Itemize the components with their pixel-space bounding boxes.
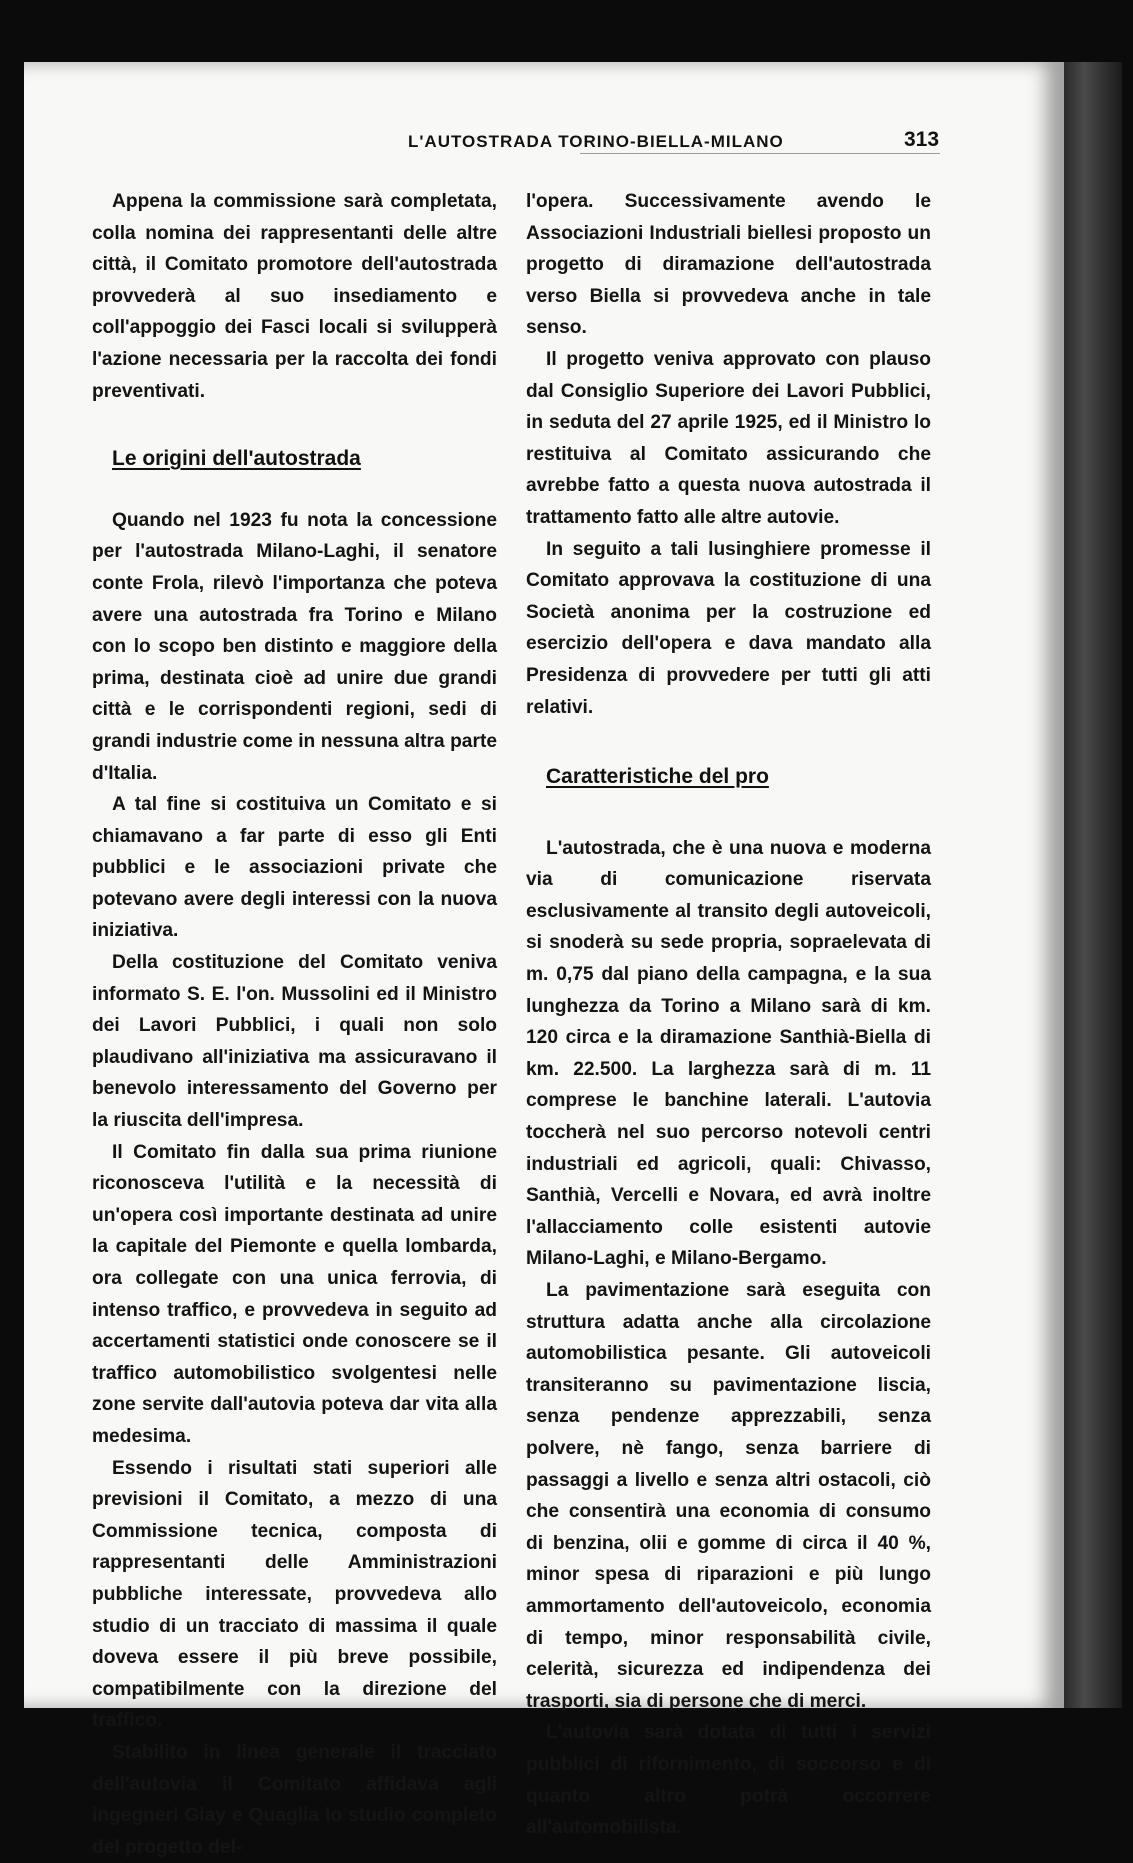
left-paragraph-5: Il Comitato fin dalla sua prima riunione riconosceva l'utilità e la necessità di un'opera così importante destinata ad unire la capitale del Piemonte e quella lombarda, ora collegate con una unica ferrovia, di intenso traffico, e provvedeva in seguito ad accertamenti statistici onde conoscere se il traffico automobilistico svolgentesi nelle zone servite dall'autovia poteva dar vita alla medesima. <box>92 1141 497 1447</box>
running-title: L'AUTOSTRADA TORINO-BIELLA-MILANO <box>408 132 784 151</box>
right-paragraph-6: L'autovia sarà dotata di tutti i servizi pubblici di rifornimento, di soccorso e di quanto altro potrà occorrere all'automobilista. <box>526 1722 931 1839</box>
section-heading-caratteristiche: Caratteristiche del pro <box>546 765 769 789</box>
page-number: 313 <box>904 128 940 151</box>
right-paragraph-3: In seguito a tali lusinghiere promesse il Comitato approvava la costituzione di una Società anonima per la costruzione ed esercizio dell'opera e dava mandato alla Presidenza di provvedere per tutti gli atti relativi. <box>526 538 931 718</box>
header-rule <box>580 153 940 154</box>
left-paragraph-7: Stabilito in linea generale il tracciato dell'autovia il Comitato affidava agli ingegneri Giay e Quaglia lo studio completo del progetto del- <box>92 1741 497 1858</box>
right-paragraph-2: Il progetto veniva approvato con plauso dal Consiglio Superiore dei Lavori Pubblici, in seduta del 27 aprile 1925, ed il Ministro lo restituiva al Comitato assicurando che avrebbe fatto a questa nuova autostrada il trattamento fatto alle altre autovie. <box>526 348 931 528</box>
section-heading-origini: Le origini dell'autostrada <box>112 447 361 471</box>
left-paragraph-3: A tal fine si costituiva un Comitato e si chiamavano a far parte di esso gli Enti pubblici e le associazioni private che potevano avere degli interessi con la nuova iniziativa. <box>92 794 497 942</box>
left-paragraph-6: Essendo i risultati stati superiori alle previsioni il Comitato, a mezzo di una Commissione tecnica, composta di rappresentanti delle Amministrazioni pubbliche interessate, provvedeva allo studio di un tracciato di massima il quale doveva essere il più breve possibile, compatibilmente con la direzione del traffico. <box>92 1457 497 1732</box>
right-paragraph-4: L'autostrada, che è una nuova e moderna via di comunicazione riservata esclusivamente al transito degli autoveicoli, si snoderà su sede propria, sopraelevata di m. 0,75 dal piano della campagna, e la sua lunghezza da Torino a Milano sarà di km. 120 circa e la diramazione Santhià-Biella di km. 22.500. La larghezza sarà di m. 11 comprese le banchine laterali. L'autovia toccherà nel suo percorso notevoli centri industriali ed agricoli, quali: Chivasso, Santhià, Vercelli e Novara, ed avrà inoltre l'allacciamento colle esistenti autovie Milano-Laghi, e Milano-Bergamo. <box>526 837 931 1270</box>
page-binding-edge <box>1064 62 1122 1708</box>
left-column <box>92 186 497 1863</box>
left-paragraph-2: Quando nel 1923 fu nota la concessione per l'autostrada Milano-Laghi, il senatore conte Frola, rilevò l'importanza che poteva avere una autostrada fra Torino e Milano con lo scopo ben distinto e maggiore della prima, destinata cioè ad unire due grandi città e le corrispondenti regioni, sedi di grandi industrie come in nessuna altra parte d'Italia. <box>92 509 497 784</box>
right-paragraph-5: La pavimentazione sarà eseguita con struttura adatta anche alla circolazione automobilistica pesante. Gli autoveicoli transiteranno su pavimentazione liscia, senza pendenze apprezzabili, senza polvere, nè fango, senza barriere di passaggi a livello e senza altri ostacoli, ciò che consentirà una economia di consumo di benzina, olii e gomme di circa il 40 %, minor spesa di riparazioni e più lungo ammortamento dell'autoveicolo, economia di tempo, minor responsabilità civile, celerità, sicurezza ed indipendenza dei trasporti, sia di persone che di merci. <box>526 1280 931 1712</box>
right-column <box>526 186 931 1844</box>
left-paragraph-1: Appena la commissione sarà completata, colla nomina dei rappresentanti delle altre città, il Comitato promotore dell'autostrada provvederà al suo insediamento e coll'appoggio dei Fasci locali si svilupperà l'azione necessaria per la raccolta dei fondi preventivati. <box>92 191 497 402</box>
right-paragraph-1: l'opera. Successivamente avendo le Associazioni Industriali biellesi proposto un progetto di diramazione dell'autostrada verso Biella si provvedeva anche in tale senso. <box>526 191 931 339</box>
left-paragraph-4: Della costituzione del Comitato veniva informato S. E. l'on. Mussolini ed il Ministro dei Lavori Pubblici, i quali non solo plaudivano all'iniziativa ma assicuravano il benevolo interessamento del Governo per la riuscita dell'impresa. <box>92 952 497 1132</box>
